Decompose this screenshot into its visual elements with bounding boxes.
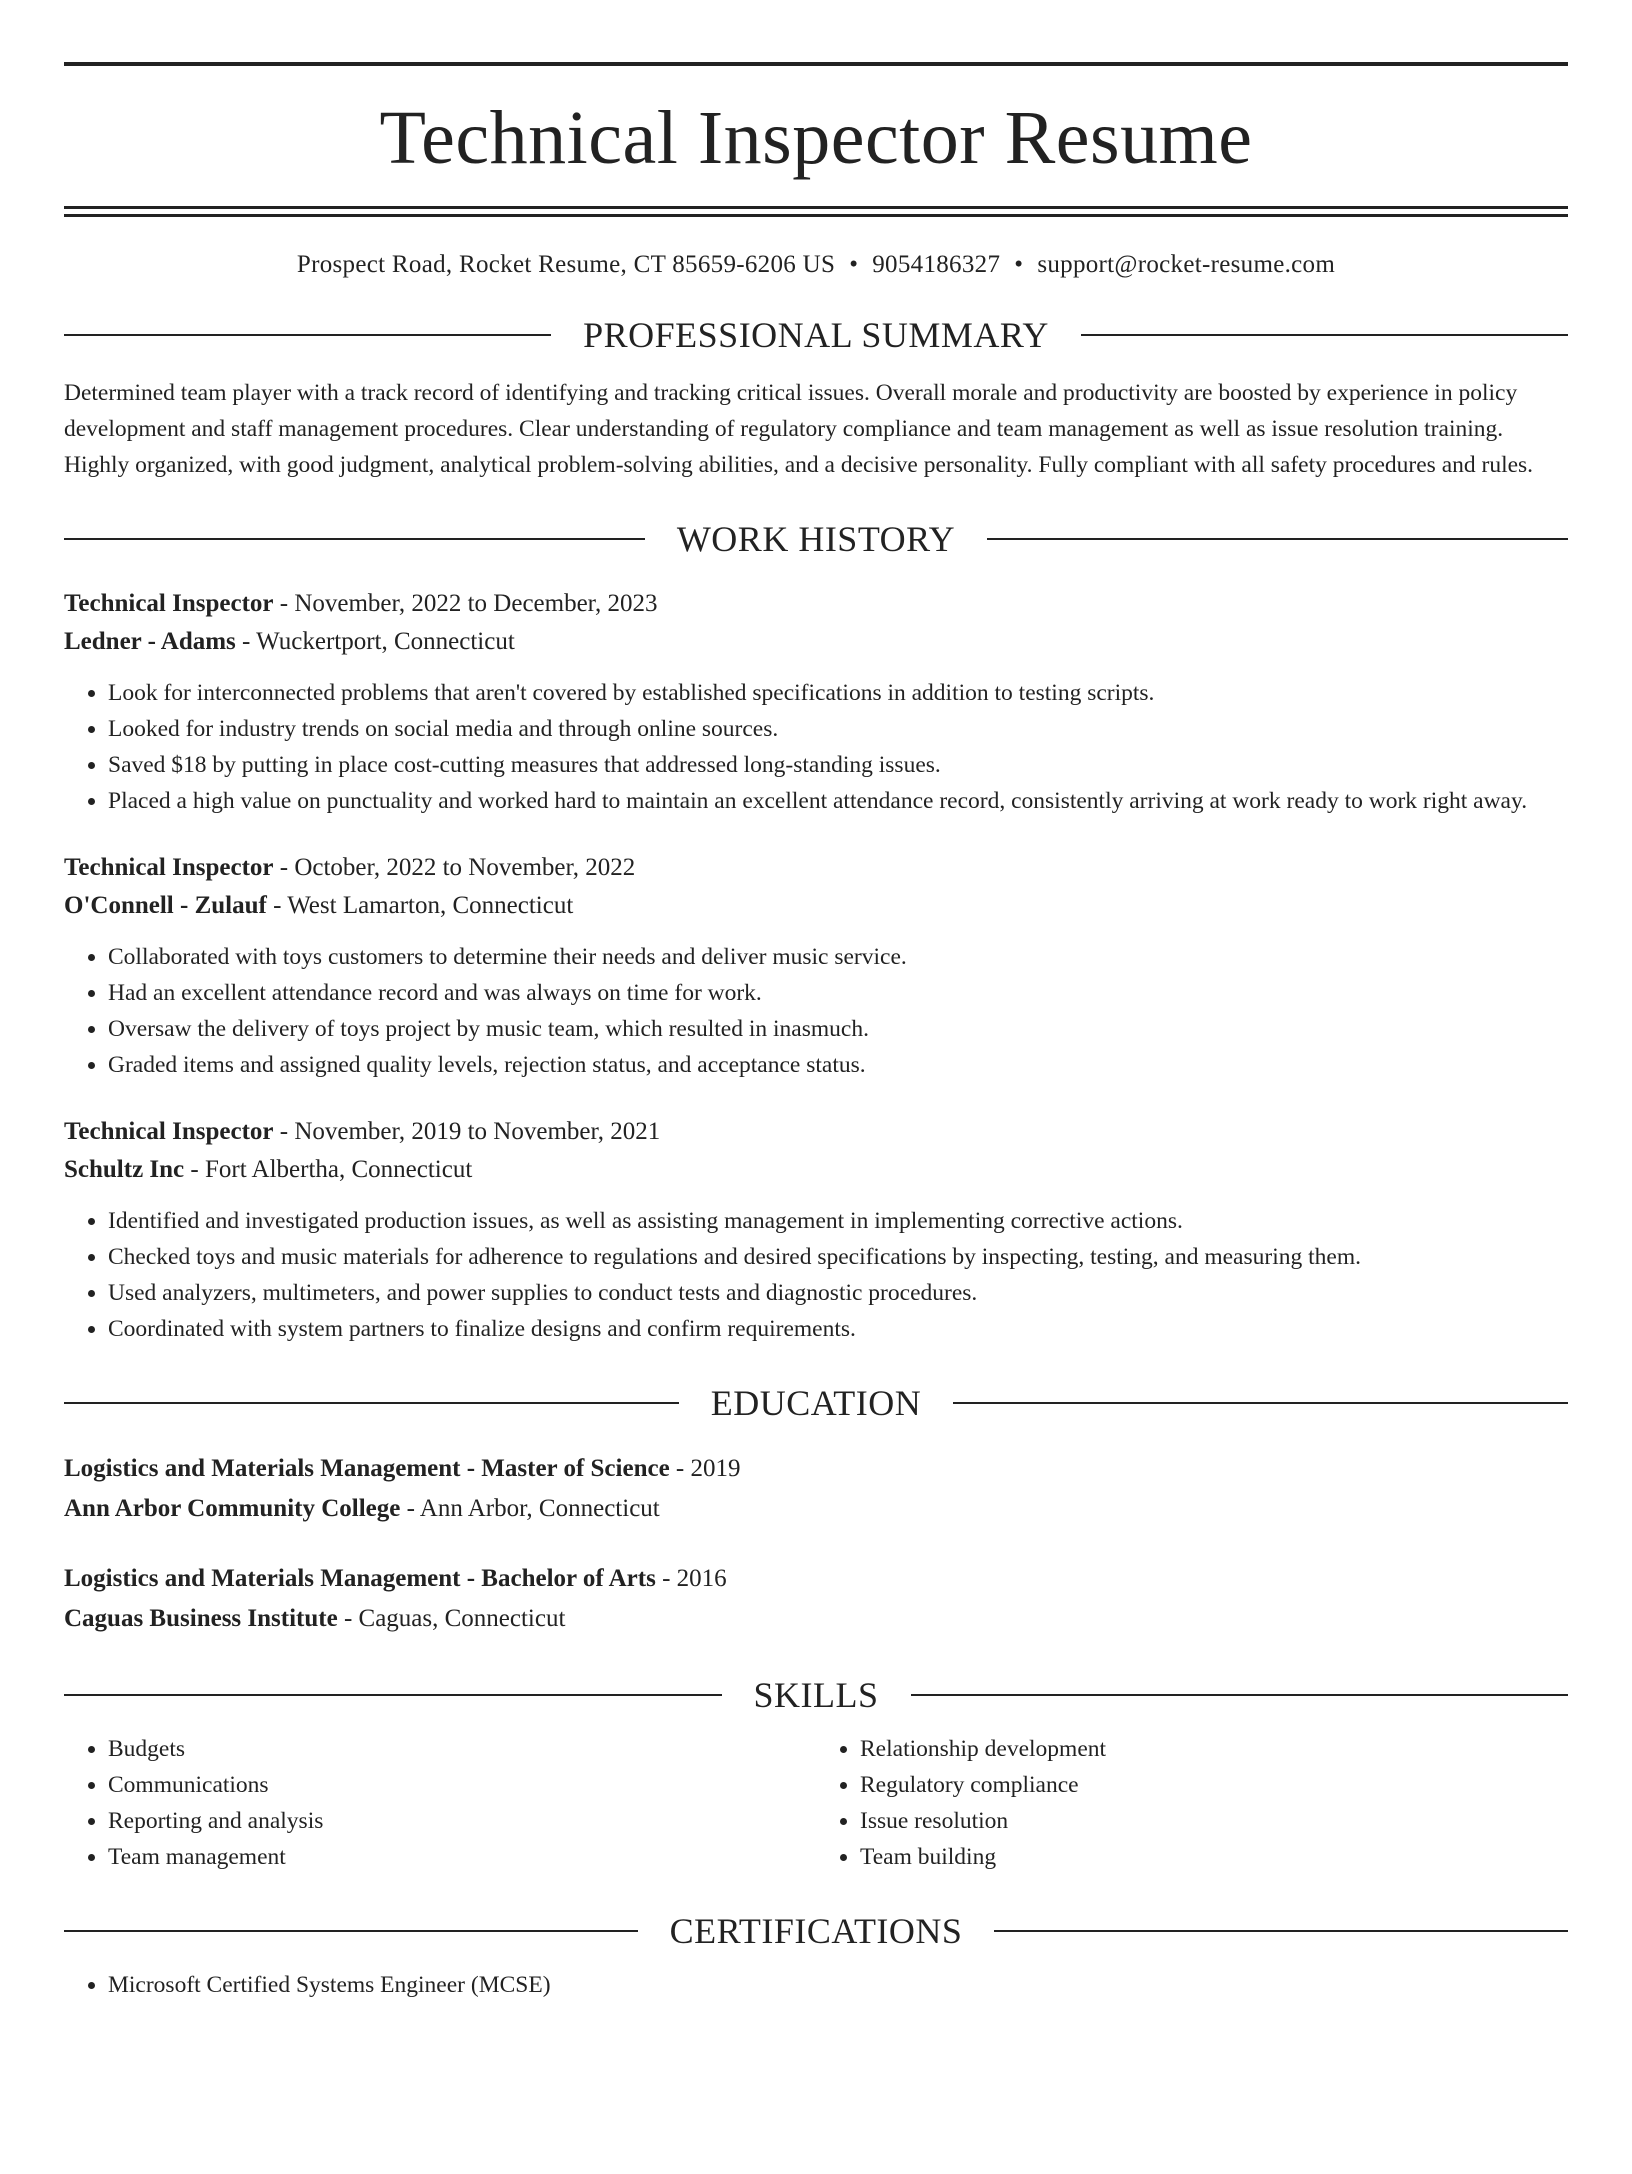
job-company-line <box>64 887 1568 925</box>
list-item: • Had an excellent attendance record and was always on time for work. <box>108 975 1568 1011</box>
section-rule-right <box>987 538 1568 540</box>
resume-title: Technical Inspector Resume <box>379 96 1253 180</box>
section-rule-right <box>953 1402 1568 1404</box>
list-item: • Budgets <box>108 1731 816 1767</box>
job-title-line <box>64 849 1568 887</box>
list-item: • Oversaw the delivery of toys project by music team, which resulted in inasmuch. <box>108 1011 1568 1047</box>
list-item: • Team building <box>860 1839 1568 1875</box>
education-degree: Logistics and Materials Management - Bachelor of Arts <box>64 1565 656 1592</box>
section-rule-right <box>1081 334 1568 336</box>
skills-list-right <box>816 1731 1568 1875</box>
section-rule-left <box>64 1402 679 1404</box>
job-company: Ledner - Adams <box>64 628 236 655</box>
job-entry <box>64 1113 1568 1347</box>
job-dates: - November, 2019 to November, 2021 <box>273 1118 661 1145</box>
section-title: SKILLS <box>753 1675 879 1715</box>
list-item: • Looked for industry trends on social media and through online sources. <box>108 711 1568 747</box>
section-header-skills <box>64 1677 1568 1713</box>
education-location: - Ann Arbor, Connecticut <box>400 1495 660 1522</box>
summary-text: Determined team player with a track record of identifying and tracking critical issues. Overall morale and productivity are boosted by experience in policy development and staff management procedures. Clear understanding of regulatory compliance and team management as well as issue resolution training. Highly organized, with good judgment, analytical problem-solving abilities, and a decisive personality. Fully compliant with all safety procedures and rules. <box>64 380 1534 478</box>
section-rule-left <box>64 1694 722 1696</box>
skills-list-left <box>64 1731 816 1875</box>
list-item: • Used analyzers, multimeters, and power supplies to conduct tests and diagnostic procedures. <box>108 1275 1568 1311</box>
education-year: - 2016 <box>655 1565 727 1592</box>
job-bullets <box>64 1203 1568 1347</box>
list-item: • Collaborated with toys customers to determine their needs and deliver music service. <box>108 939 1568 975</box>
job-bullets <box>64 939 1568 1083</box>
section-rule-left <box>64 1930 638 1932</box>
education-degree: Logistics and Materials Management - Master of Science <box>64 1455 670 1482</box>
contact-phone: 9054186327 <box>872 251 1001 278</box>
list-item: • Coordinated with system partners to finalize designs and confirm requirements. <box>108 1311 1568 1347</box>
list-item: • Issue resolution <box>860 1803 1568 1839</box>
certifications-items <box>64 1967 1568 2003</box>
list-item: • Placed a high value on punctuality and worked hard to maintain an excellent attendance record, consistently arriving at work ready to work right away. <box>108 783 1568 819</box>
job-entry <box>64 585 1568 819</box>
job-location: - Wuckertport, Connecticut <box>235 628 515 655</box>
job-dates: - October, 2022 to November, 2022 <box>273 854 636 881</box>
resume-page <box>0 62 1632 2174</box>
education-entry <box>64 1449 1568 1529</box>
education-school: Ann Arbor Community College <box>64 1495 401 1522</box>
job-role: Technical Inspector <box>64 1118 274 1145</box>
job-location: - Fort Albertha, Connecticut <box>184 1156 473 1183</box>
job-role: Technical Inspector <box>64 854 274 881</box>
job-company: Schultz Inc <box>64 1156 185 1183</box>
list-item: • Saved $18 by putting in place cost-cutting measures that addressed long-standing issues. <box>108 747 1568 783</box>
contact-separator: • <box>1014 251 1024 278</box>
section-header-education <box>64 1385 1568 1421</box>
contact-line <box>64 251 1568 279</box>
education-year: - 2019 <box>669 1455 741 1482</box>
section-header-summary <box>64 317 1568 353</box>
education-school-line <box>64 1599 1568 1639</box>
section-title: EDUCATION <box>710 1383 922 1423</box>
list-item: • Look for interconnected problems that aren't covered by established specifications in addition to testing scripts. <box>108 675 1568 711</box>
contact-separator: • <box>849 251 859 278</box>
education-degree-line <box>64 1449 1568 1489</box>
list-item: • Relationship development <box>860 1731 1568 1767</box>
list-item: • Reporting and analysis <box>108 1803 816 1839</box>
skills-columns <box>64 1731 1568 1875</box>
list-item: • Regulatory compliance <box>860 1767 1568 1803</box>
job-company-line <box>64 1151 1568 1189</box>
job-company: O'Connell - Zulauf <box>64 892 267 919</box>
contact-address: Prospect Road, Rocket Resume, CT 85659-6206 US <box>296 251 836 278</box>
section-rule-left <box>64 538 645 540</box>
job-entry <box>64 849 1568 1083</box>
job-company-line <box>64 623 1568 661</box>
list-item: • Microsoft Certified Systems Engineer (MCSE) <box>108 1967 1568 2003</box>
education-location: - Caguas, Connecticut <box>337 1605 566 1632</box>
contact-email: support@rocket-resume.com <box>1037 251 1336 278</box>
education-school-line <box>64 1489 1568 1529</box>
double-rule <box>64 206 1568 217</box>
section-rule-right <box>911 1694 1569 1696</box>
list-item: • Communications <box>108 1767 816 1803</box>
job-title-line <box>64 1113 1568 1151</box>
section-title: CERTIFICATIONS <box>669 1911 963 1951</box>
education-entry <box>64 1559 1568 1639</box>
list-item: • Graded items and assigned quality levels, rejection status, and acceptance status. <box>108 1047 1568 1083</box>
section-header-work <box>64 521 1568 557</box>
certifications-list <box>64 1967 1568 2003</box>
section-rule-right <box>994 1930 1568 1932</box>
section-title: PROFESSIONAL SUMMARY <box>583 315 1049 355</box>
section-header-certifications <box>64 1913 1568 1949</box>
list-item: • Identified and investigated production issues, as well as assisting management in implementing corrective actions. <box>108 1203 1568 1239</box>
job-location: - West Lamarton, Connecticut <box>266 892 574 919</box>
job-bullets <box>64 675 1568 819</box>
education-school: Caguas Business Institute <box>64 1605 338 1632</box>
section-title: WORK HISTORY <box>676 519 956 559</box>
job-role: Technical Inspector <box>64 590 274 617</box>
section-rule-left <box>64 334 551 336</box>
education-degree-line <box>64 1559 1568 1599</box>
top-rule <box>64 62 1568 66</box>
list-item: • Team management <box>108 1839 816 1875</box>
job-dates: - November, 2022 to December, 2023 <box>273 590 658 617</box>
list-item: • Checked toys and music materials for adherence to regulations and desired specifications by inspecting, testing, and measuring them. <box>108 1239 1568 1275</box>
job-title-line <box>64 585 1568 623</box>
